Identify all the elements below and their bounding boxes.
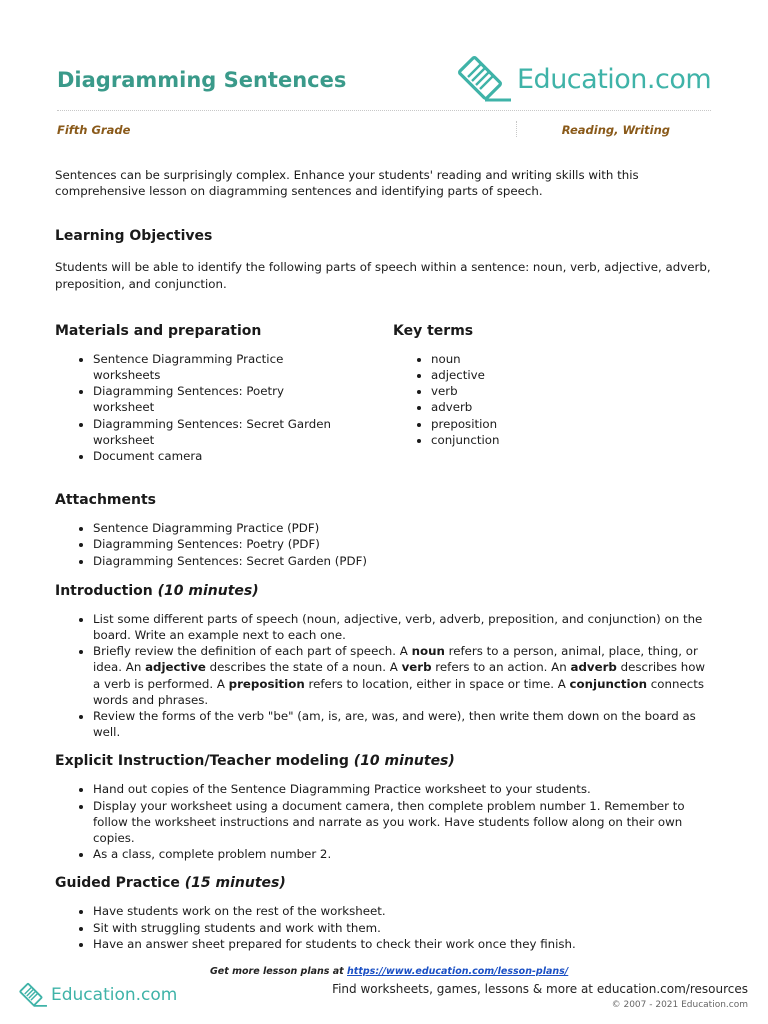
objectives-text: Students will be able to identify the following parts of speech within a sentence: noun, verb, adjective, adverb, preposition, and conjunction. (55, 260, 711, 291)
list-item: • As a class, complete problem number 2. (93, 846, 715, 862)
key-terms-list (393, 351, 693, 448)
list-item: • Sentence Diagramming Practice worksheets (93, 351, 338, 383)
list-item: • Have students work on the rest of the worksheet. (93, 903, 715, 919)
list-item: • preposition (431, 416, 693, 432)
education-logo[interactable] (455, 56, 711, 102)
list-item: • Document camera (93, 448, 338, 464)
list-item: • Display your worksheet using a document camera, then complete problem number 1. Remember to follow the worksheet instructions and narrate as you work. Have students follow along on their own copies. (93, 798, 715, 847)
explicit-title: Explicit Instruction/Teacher modeling (55, 753, 349, 770)
lesson-content (55, 167, 715, 952)
term-preposition: preposition (228, 676, 305, 691)
list-item: • adverb (431, 399, 693, 415)
footer-promo-text: Get more lesson plans at (210, 966, 348, 977)
term-verb: verb (401, 660, 432, 675)
footer-resources-text: Find worksheets, games, lessons & more at education.com/resources (332, 982, 748, 996)
explicit-list (55, 781, 715, 862)
key-terms-section (393, 322, 693, 464)
attachment-link[interactable]: • Sentence Diagramming Practice (PDF) (93, 520, 715, 536)
term-conjunction: conjunction (569, 676, 648, 691)
header-divider (57, 110, 711, 111)
explicit-heading (55, 752, 715, 770)
materials-list (55, 351, 338, 464)
introduction-title: Introduction (55, 582, 153, 599)
list-item: • conjunction (431, 432, 693, 448)
footer-copyright: © 2007 - 2021 Education.com (611, 1000, 748, 1010)
list-item: • Hand out copies of the Sentence Diagramming Practice worksheet to your students. (93, 781, 715, 797)
attachment-link[interactable]: • Diagramming Sentences: Poetry (PDF) (93, 536, 715, 552)
attachments-list (55, 520, 715, 569)
guided-duration: (15 minutes) (184, 875, 286, 892)
footer-promo (210, 966, 568, 977)
education-logo-icon (18, 982, 48, 1008)
term-noun: noun (411, 644, 445, 659)
term-adverb: adverb (570, 660, 617, 675)
footer-logo[interactable] (18, 982, 177, 1008)
list-item: • Sit with struggling students and work with them. (93, 920, 715, 936)
introduction-list (55, 611, 715, 741)
lesson-plans-link[interactable]: https://www.education.com/lesson-plans/ (347, 966, 569, 977)
list-item: • Diagramming Sentences: Secret Garden worksheet (93, 416, 338, 448)
materials-keyterms-row (55, 322, 715, 464)
intro-paragraph: Sentences can be surprisingly complex. Enhance your students' reading and writing skills with this comprehensive lesson on diagramming sentences and identifying parts of speech. (55, 168, 639, 199)
list-item: • verb (431, 383, 693, 399)
attachment-link[interactable]: • Diagramming Sentences: Secret Garden (PDF) (93, 553, 715, 569)
list-item-definitions: • Briefly review the definition of each part of speech. A noun refers to a person, animal, place, thing, or idea. An adjective describes the state of a noun. A verb refers to an action. An adverb describes how a verb is performed. A preposition refers to location, either in space or time. A conjunction connects words and phrases. (93, 643, 715, 708)
footer-logo-text: Education.com (51, 985, 178, 1005)
explicit-duration: (10 minutes) (353, 753, 455, 770)
objectives-heading: Learning Objectives (55, 228, 213, 245)
list-item: • Have an answer sheet prepared for students to check their work once they finish. (93, 936, 715, 952)
page-title: Diagramming Sentences (57, 68, 347, 92)
list-item: • Diagramming Sentences: Poetry worksheet (93, 383, 338, 415)
guided-list (55, 903, 715, 952)
term-adjective: adjective (145, 660, 206, 675)
meta-divider (516, 121, 517, 137)
list-item: • List some different parts of speech (noun, adjective, verb, adverb, preposition, and conjunction) on the board. Write an example next to each one. (93, 611, 715, 643)
list-item: • adjective (431, 367, 693, 383)
introduction-duration: (10 minutes) (157, 582, 259, 599)
materials-section (55, 322, 393, 464)
subject-label: Reading, Writing (561, 123, 670, 137)
logo-text: Education.com (517, 63, 712, 95)
education-logo-icon (455, 56, 513, 102)
attachments-heading: Attachments (55, 492, 157, 509)
guided-title: Guided Practice (55, 875, 180, 892)
guided-heading (55, 874, 715, 892)
introduction-heading (55, 582, 715, 600)
grade-label: Fifth Grade (57, 123, 131, 137)
materials-heading: Materials and preparation (55, 322, 262, 339)
list-item: • noun (431, 351, 693, 367)
key-terms-heading: Key terms (393, 322, 474, 339)
list-item: • Review the forms of the verb "be" (am, is, are, was, and were), then write them down on the board as well. (93, 708, 715, 740)
